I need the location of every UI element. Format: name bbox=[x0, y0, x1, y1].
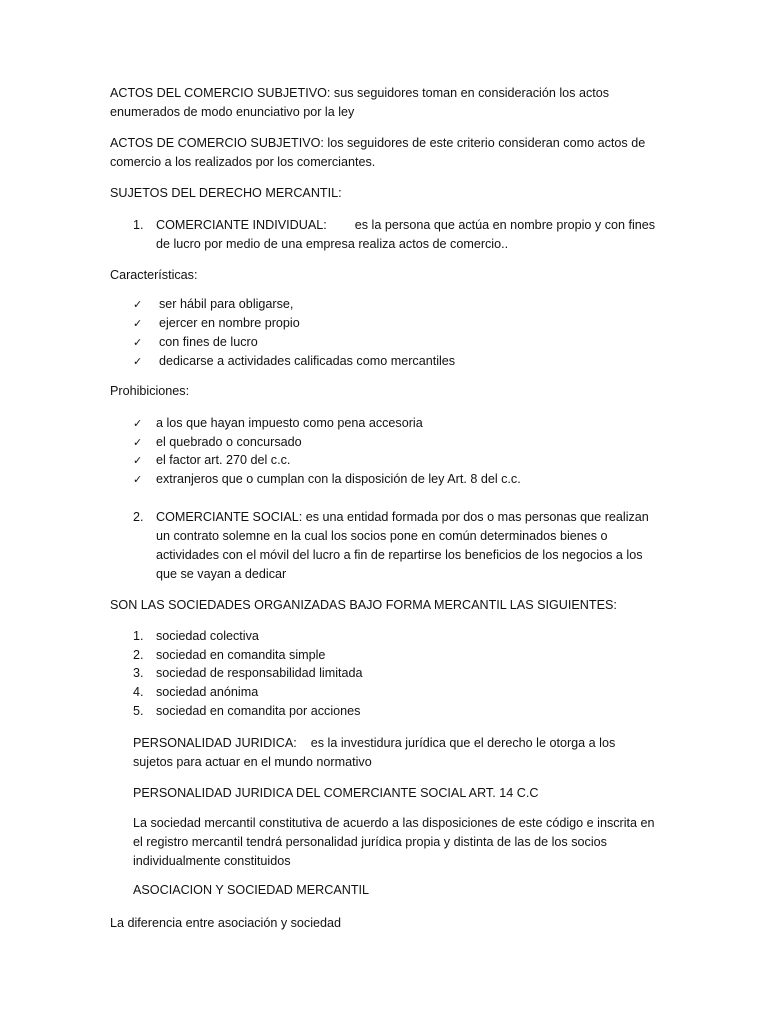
list-item: sociedad anónima bbox=[156, 685, 259, 699]
list-number: 4. bbox=[133, 685, 144, 699]
paragraph-actos-comercio-subjetivo-1: ACTOS DEL COMERCIO SUBJETIVO: sus seguidores toman en consideración los actos enumerados de modo enunciativo por la ley bbox=[110, 86, 610, 119]
personalidad-juridica-body: es la investidura jurídica que el derecho le otorga a los sujetos para actuar en el mundo normativo bbox=[133, 736, 616, 769]
list-item: el factor art. 270 del c.c. bbox=[156, 453, 291, 467]
personalidad-juridica-head: PERSONALIDAD JURIDICA: bbox=[133, 736, 297, 750]
list-number: 2. bbox=[133, 648, 144, 662]
list-item: sociedad de responsabilidad limitada bbox=[156, 666, 363, 680]
list-item: dedicarse a actividades calificadas como mercantiles bbox=[159, 354, 456, 368]
check-icon: ✓ bbox=[133, 336, 143, 349]
list-item: sociedad en comandita simple bbox=[156, 648, 326, 662]
list-item: el quebrado o concursado bbox=[156, 435, 302, 449]
check-icon: ✓ bbox=[133, 355, 143, 368]
check-icon: ✓ bbox=[133, 473, 143, 486]
caracteristicas-label: Características: bbox=[110, 268, 198, 282]
list-item: sociedad colectiva bbox=[156, 629, 259, 643]
list-item: a los que hayan impuesto como pena accesoria bbox=[156, 416, 423, 430]
list-number: 3. bbox=[133, 666, 144, 680]
check-icon: ✓ bbox=[133, 454, 143, 467]
list-item-comerciante-social: COMERCIANTE SOCIAL: es una entidad formada por dos o mas personas que realizan un contrato solemne en la cual los socios pone en común determinados bienes o actividades con el móvil del lucro a fin de repartirse los beneficios de los negocios a los que se vayan a dedicar bbox=[156, 510, 649, 581]
list-item: ser hábil para obligarse, bbox=[159, 297, 294, 311]
check-icon: ✓ bbox=[133, 298, 143, 311]
comerciante-individual-body: es la persona que actúa en nombre propio y con fines de lucro por medio de una empresa realiza actos de comercio.. bbox=[156, 218, 656, 251]
heading-personalidad-comerciante-social: PERSONALIDAD JURIDICA DEL COMERCIANTE SOCIAL ART. 14 C.C bbox=[133, 786, 539, 800]
check-icon: ✓ bbox=[133, 417, 143, 430]
paragraph-sociedad-constitutiva: La sociedad mercantil constitutiva de acuerdo a las disposiciones de este código e inscrita en el registro mercantil tendrá personalidad jurídica propia y distinta de las de los socios individualmente constituidos bbox=[133, 816, 655, 868]
heading-asociacion-sociedad-mercantil: ASOCIACION Y SOCIEDAD MERCANTIL bbox=[133, 883, 370, 897]
check-icon: ✓ bbox=[133, 436, 143, 449]
check-icon: ✓ bbox=[133, 317, 143, 330]
comerciante-individual-head: COMERCIANTE INDIVIDUAL: bbox=[156, 218, 327, 232]
list-item-comerciante-individual bbox=[156, 216, 656, 254]
paragraph-diferencia: La diferencia entre asociación y sociedad bbox=[110, 916, 342, 930]
list-number-2: 2. bbox=[133, 510, 144, 524]
heading-sujetos-derecho-mercantil: SUJETOS DEL DERECHO MERCANTIL: bbox=[110, 186, 342, 200]
heading-sociedades-organizadas: SON LAS SOCIEDADES ORGANIZADAS BAJO FORMA MERCANTIL LAS SIGUIENTES: bbox=[110, 598, 617, 612]
list-item: sociedad en comandita por acciones bbox=[156, 704, 361, 718]
list-number: 5. bbox=[133, 704, 144, 718]
list-item: extranjeros que o cumplan con la disposición de ley Art. 8 del c.c. bbox=[156, 472, 521, 486]
list-item: ejercer en nombre propio bbox=[159, 316, 300, 330]
list-item: con fines de lucro bbox=[159, 335, 258, 349]
prohibiciones-label: Prohibiciones: bbox=[110, 384, 190, 398]
list-number-1: 1. bbox=[133, 218, 144, 232]
list-number: 1. bbox=[133, 629, 144, 643]
paragraph-personalidad-juridica bbox=[133, 734, 658, 772]
paragraph-actos-comercio-subjetivo-2: ACTOS DE COMERCIO SUBJETIVO: los seguidores de este criterio consideran como actos de comercio a los realizados por los comerciantes. bbox=[110, 136, 646, 169]
